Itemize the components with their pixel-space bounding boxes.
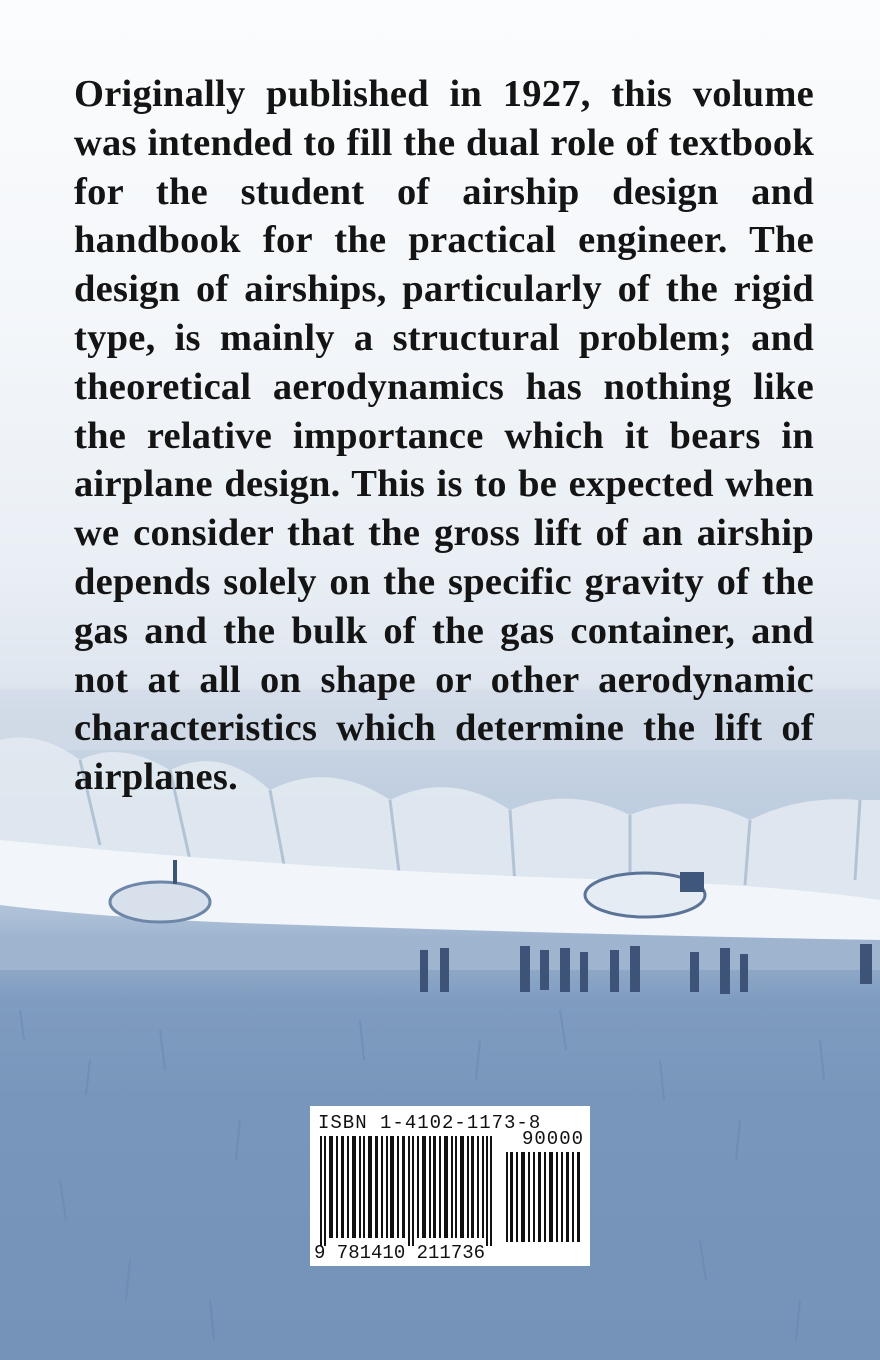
ean-digits: 9 781410 211736 xyxy=(314,1242,486,1264)
blurb-text: Originally published in 1927, this volume was intended to fill the dual role of textbook for the student of airship design and handbook for the practical engineer. The design of airships, particularly of the rigid type, is mainly a structural problem; and theoretical aerodynamics has nothing like the relative importance which it bears in airplane design. This is to be expected when we consider that the gross lift of an airship depends solely on the specific gravity of the gas and the bulk of the gas container, and not at all on shape or other aerodynamic characteristics which determine the lift of airplanes. xyxy=(74,73,814,799)
isbn-barcode-panel xyxy=(310,1106,590,1266)
price-code: 90000 xyxy=(521,1128,584,1150)
isbn-label: ISBN 1-4102-1173-8 xyxy=(318,1112,542,1134)
gondola-left xyxy=(110,882,210,922)
gondola-right-engine xyxy=(680,872,704,892)
